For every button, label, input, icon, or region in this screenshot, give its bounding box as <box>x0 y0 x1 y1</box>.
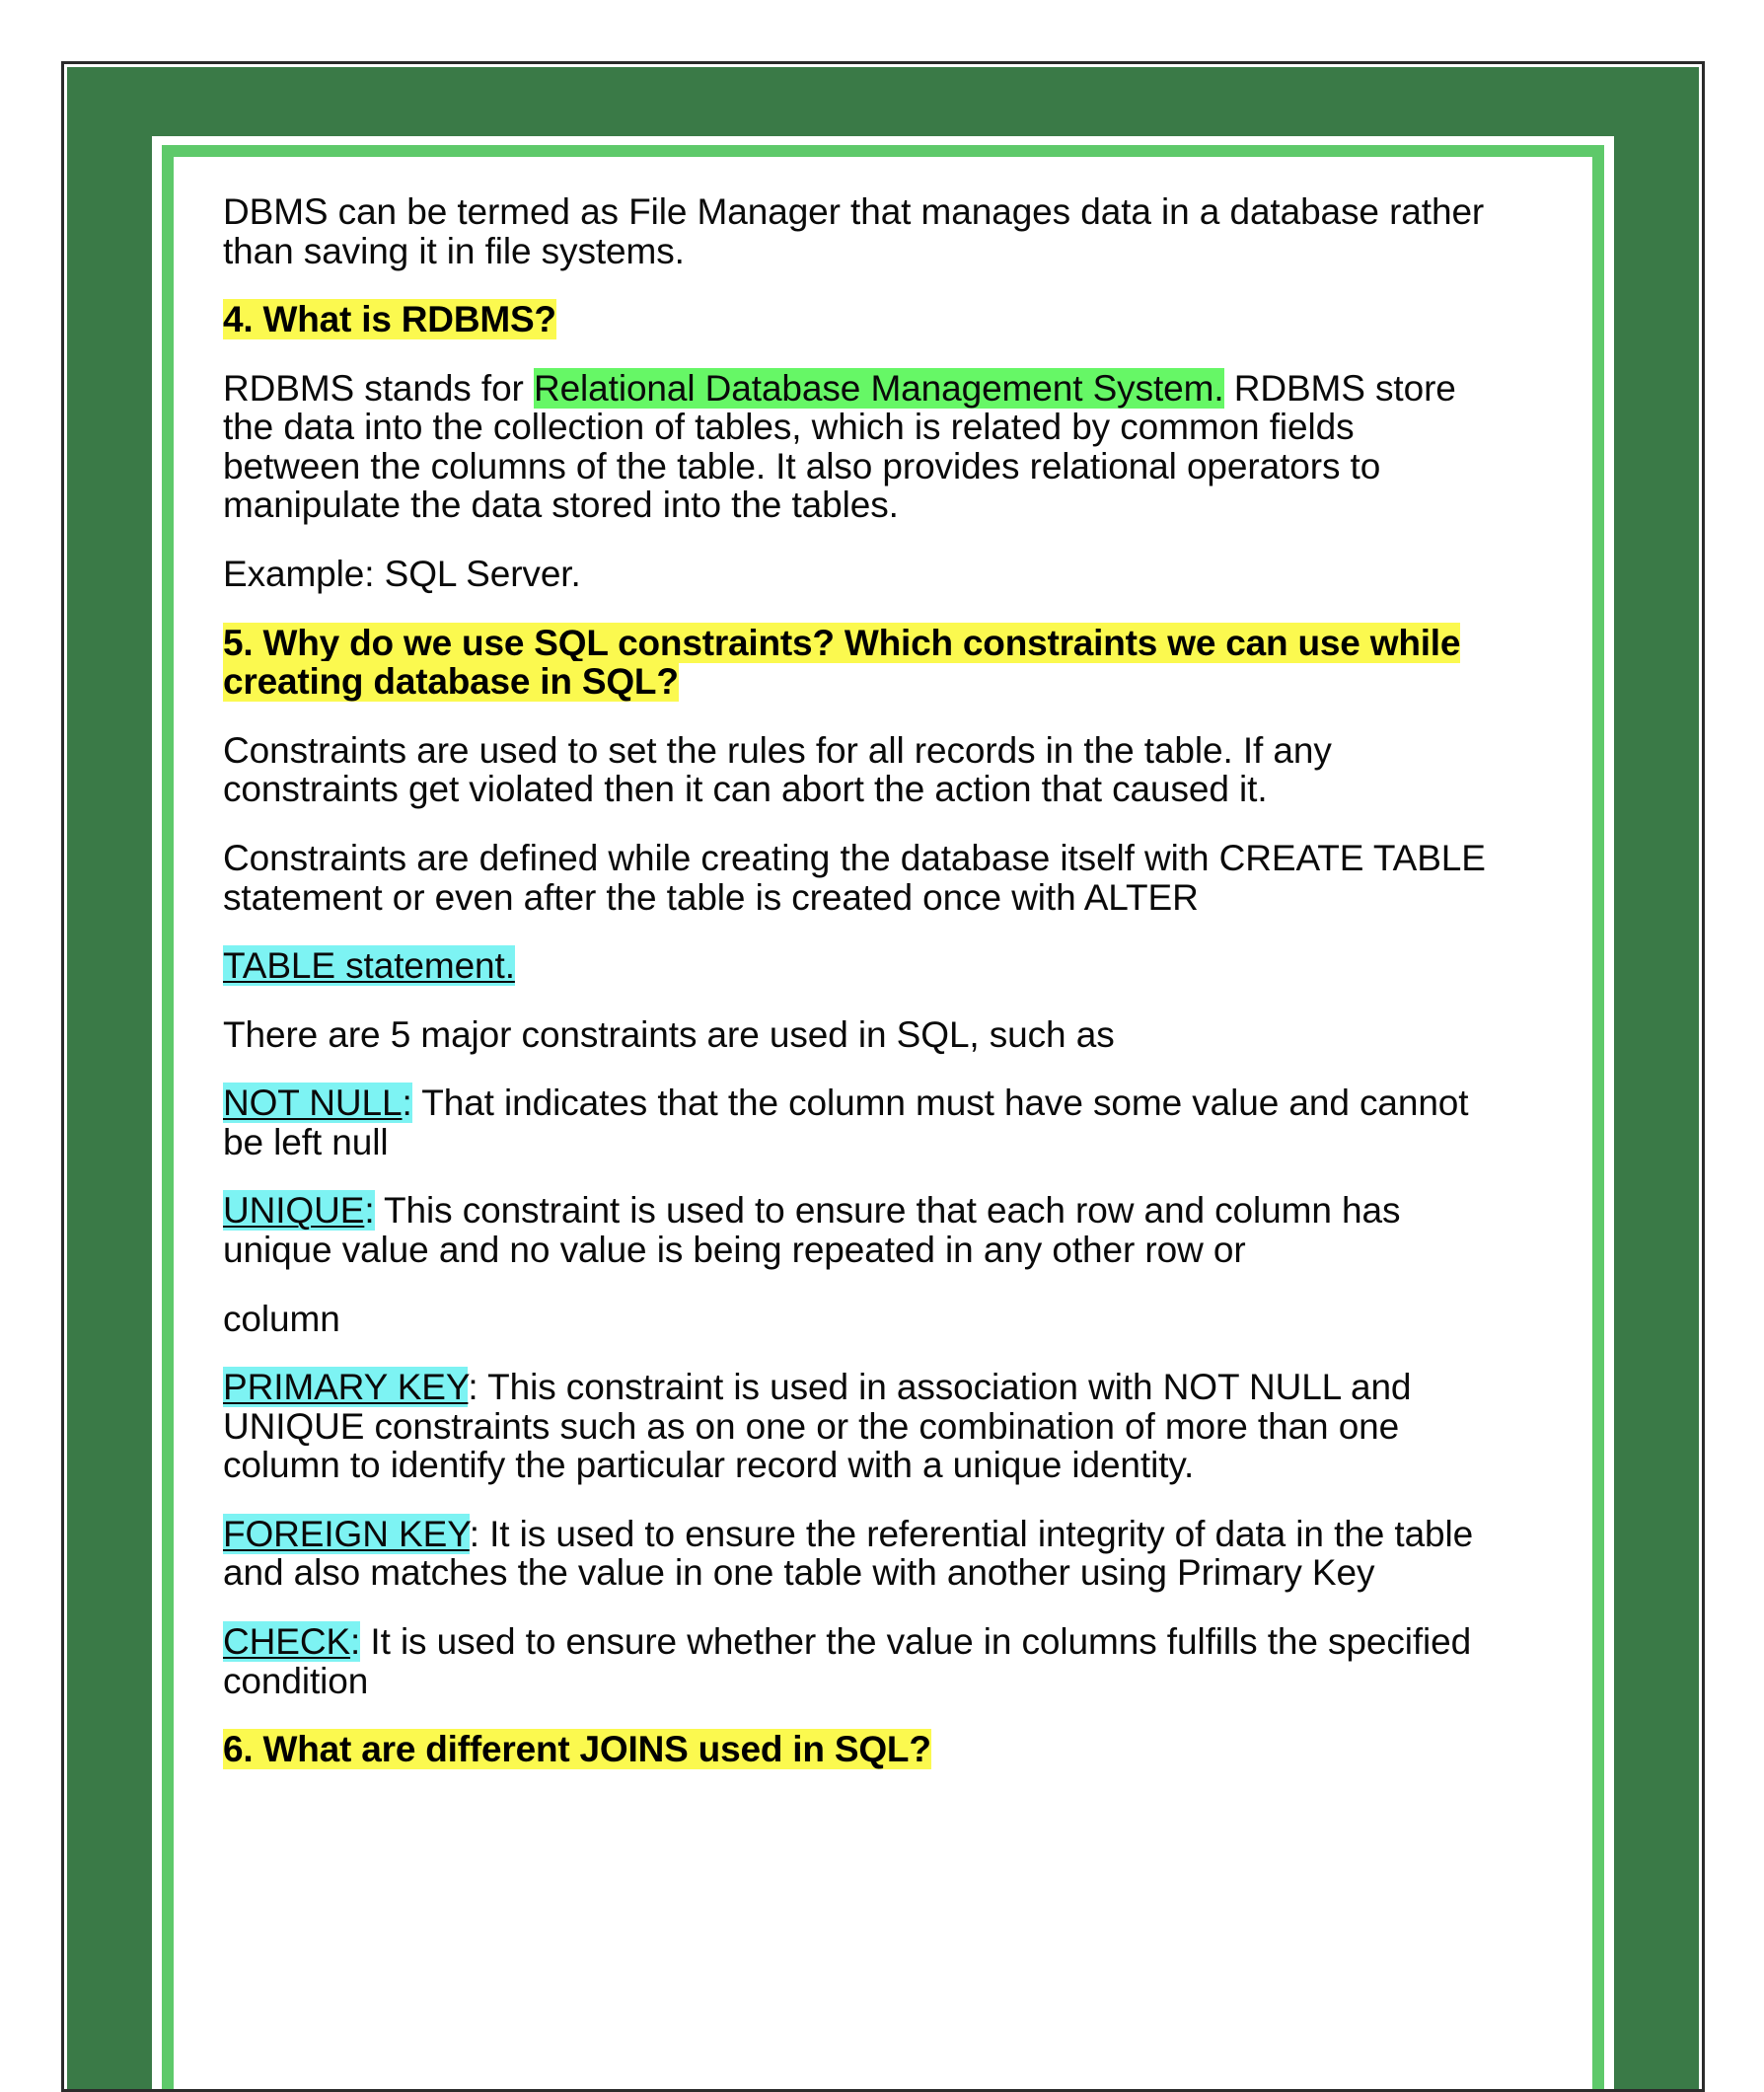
term-foreign-key-term: FOREIGN KEY <box>223 1513 470 1554</box>
heading-question-6-text: 6. What are different JOINS used in SQL? <box>223 1729 931 1770</box>
term-check-term: CHECK <box>223 1621 351 1663</box>
term-not-null <box>223 1083 1496 1161</box>
term-primary-key <box>223 1368 1496 1485</box>
term-check-colon: : <box>350 1621 361 1663</box>
term-not-null-body: That indicates that the column must have some value and cannot be left null <box>223 1083 1469 1162</box>
term-foreign-key <box>223 1515 1496 1593</box>
document-page-frame <box>61 61 1705 2092</box>
paragraph-column-continuation: column <box>223 1298 340 1339</box>
rdbms-answer-tail: RDBMS store the data into the collection of tables, which is related by common fields between the columns of the table. It also provides relational operators to manipulate the data stored into the tables. <box>223 367 1456 526</box>
term-primary-key-colon: : <box>468 1367 478 1408</box>
term-unique-colon: : <box>364 1190 375 1232</box>
paragraph-rdbms-example: Example: SQL Server. <box>223 554 581 595</box>
heading-question-4 <box>223 300 1496 339</box>
term-unique-body: This constraint is used to ensure that each row and column has unique value and no value is being repeated in any other row or <box>223 1190 1401 1270</box>
term-foreign-key-body: It is used to ensure the referential integrity of data in the table and also matches the value in one table with another using Primary Key <box>223 1513 1474 1594</box>
document-content-sheet <box>174 157 1592 2089</box>
term-unique <box>223 1191 1496 1269</box>
term-not-null-colon: : <box>402 1083 412 1124</box>
term-not-null-label <box>223 1083 412 1123</box>
term-foreign-key-colon: : <box>469 1513 479 1554</box>
term-check-label <box>223 1621 360 1662</box>
paragraph-constraints-defined: Constraints are defined while creating the database itself with CREATE TABLE statement or even after the table is created once with ALTER <box>223 837 1486 918</box>
paragraph-constraints-rules: Constraints are used to set the rules for all records in the table. If any constraints get violated then it can abort the action that caused it. <box>223 729 1332 810</box>
document-text-body <box>223 192 1496 1799</box>
paragraph-five-major-constraints: There are 5 major constraints are used in SQL, such as <box>223 1013 1115 1055</box>
paragraph-dbms-file-manager: DBMS can be termed as File Manager that manages data in a database rather than saving it in file systems. <box>223 191 1485 271</box>
rdbms-answer-highlight: Relational Database Management System. <box>533 367 1224 409</box>
term-primary-key-term: PRIMARY KEY <box>223 1367 469 1408</box>
outer-green-border <box>67 67 1699 2089</box>
inner-green-border <box>162 145 1604 2089</box>
heading-question-5 <box>223 624 1496 702</box>
heading-question-4-text: 4. What is RDBMS? <box>223 299 556 340</box>
border-white-gap <box>152 136 1614 2089</box>
term-not-null-term: NOT NULL <box>223 1083 403 1124</box>
paragraph-table-statement <box>223 946 1496 986</box>
term-unique-term: UNIQUE <box>223 1190 365 1232</box>
heading-question-6 <box>223 1730 1496 1769</box>
term-check-body: It is used to ensure whether the value in columns fulfills the specified condition <box>223 1621 1472 1701</box>
term-check <box>223 1622 1496 1700</box>
rdbms-answer-lead: RDBMS stands for <box>223 367 534 409</box>
heading-question-5-text: 5. Why do we use SQL constraints? Which constraints we can use while creating database in SQL? <box>223 622 1461 703</box>
term-unique-label <box>223 1190 375 1231</box>
paragraph-rdbms-answer <box>223 369 1496 525</box>
term-primary-key-body: This constraint is used in association with NOT NULL and UNIQUE constraints such as on one or the combination of more than one column to identify the particular record with a unique identity. <box>223 1367 1412 1486</box>
table-statement-highlight: TABLE statement. <box>223 945 515 987</box>
